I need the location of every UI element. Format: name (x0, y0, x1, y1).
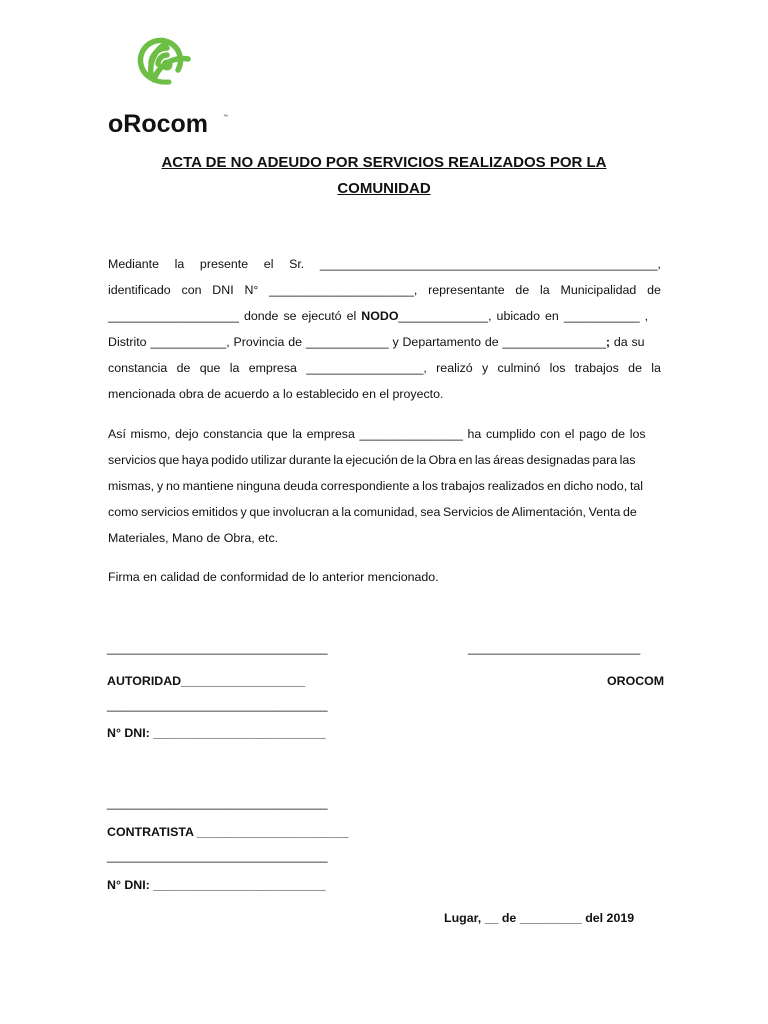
contratista-signature-line: ________________________________ (107, 796, 328, 810)
nodo-label: NODO (361, 309, 399, 323)
paragraph-2 (108, 421, 661, 551)
para1-line-3: ___________________ donde se ejecutó el NODO_____________, ubicado en ___________ , (108, 309, 649, 323)
document-title (108, 150, 660, 202)
signature-line-left: ________________________________ (107, 641, 328, 655)
contratista-label: CONTRATISTA ______________________ (107, 825, 349, 839)
para2-line-4: como servicios emitidos y que involucran a la comunidad, sea Servicios de Alimentación, Venta de (108, 505, 637, 519)
para1-line-6: mencionada obra de acuerdo a lo establecido en el proyecto. (108, 387, 444, 401)
dni-contratista: N° DNI: _________________________ (107, 878, 326, 892)
autoridad-label: AUTORIDAD__________________ (107, 674, 306, 688)
para2-line-2: servicios que haya podido utilizar durante la ejecución de la Obra en las áreas designadas para las (108, 453, 636, 467)
signature-line-right: _________________________ (468, 641, 641, 655)
paragraph-1 (108, 251, 661, 407)
para2-line-1: Así mismo, dejo constancia que la empresa _______________ ha cumplido con el pago de los (108, 427, 646, 441)
para2-line-5: Materiales, Mano de Obra, etc. (108, 531, 279, 545)
wifi-signal-icon (106, 34, 231, 114)
title-line-1: ACTA DE NO ADEUDO POR SERVICIOS REALIZADOS POR LA (161, 154, 607, 171)
para1-line-1: Mediante la presente el Sr. _________________________________________________, (108, 257, 661, 271)
lugar-fecha: Lugar, __ de _________ del 2019 (444, 911, 635, 925)
logo-trademark: ™ (223, 114, 228, 120)
logo-wordmark: oRocom (108, 110, 208, 138)
contratista-underline: ________________________________ (107, 849, 328, 863)
paragraph-3: Firma en calidad de conformidad de lo anterior mencionado. (108, 570, 439, 584)
autoridad-underline: ________________________________ (107, 698, 328, 712)
dni-autoridad: N° DNI: _________________________ (107, 726, 326, 740)
orocom-logo (106, 34, 231, 138)
title-line-2: COMUNIDAD (337, 180, 431, 197)
orocom-label: OROCOM (607, 674, 665, 688)
para1-line-4: Distrito ___________, Provincia de ____________ y Departamento de _______________; da su (108, 335, 645, 349)
para1-line-2: identificado con DNI N° _____________________, representante de la Municipalidad de (108, 283, 661, 297)
para1-line-5: constancia de que la empresa _________________, realizó y culminó los trabajos de la (108, 361, 661, 375)
para2-line-3: mismas, y no mantiene ninguna deuda correspondiente a los trabajos realizados en dicho nodo, tal (108, 479, 644, 493)
